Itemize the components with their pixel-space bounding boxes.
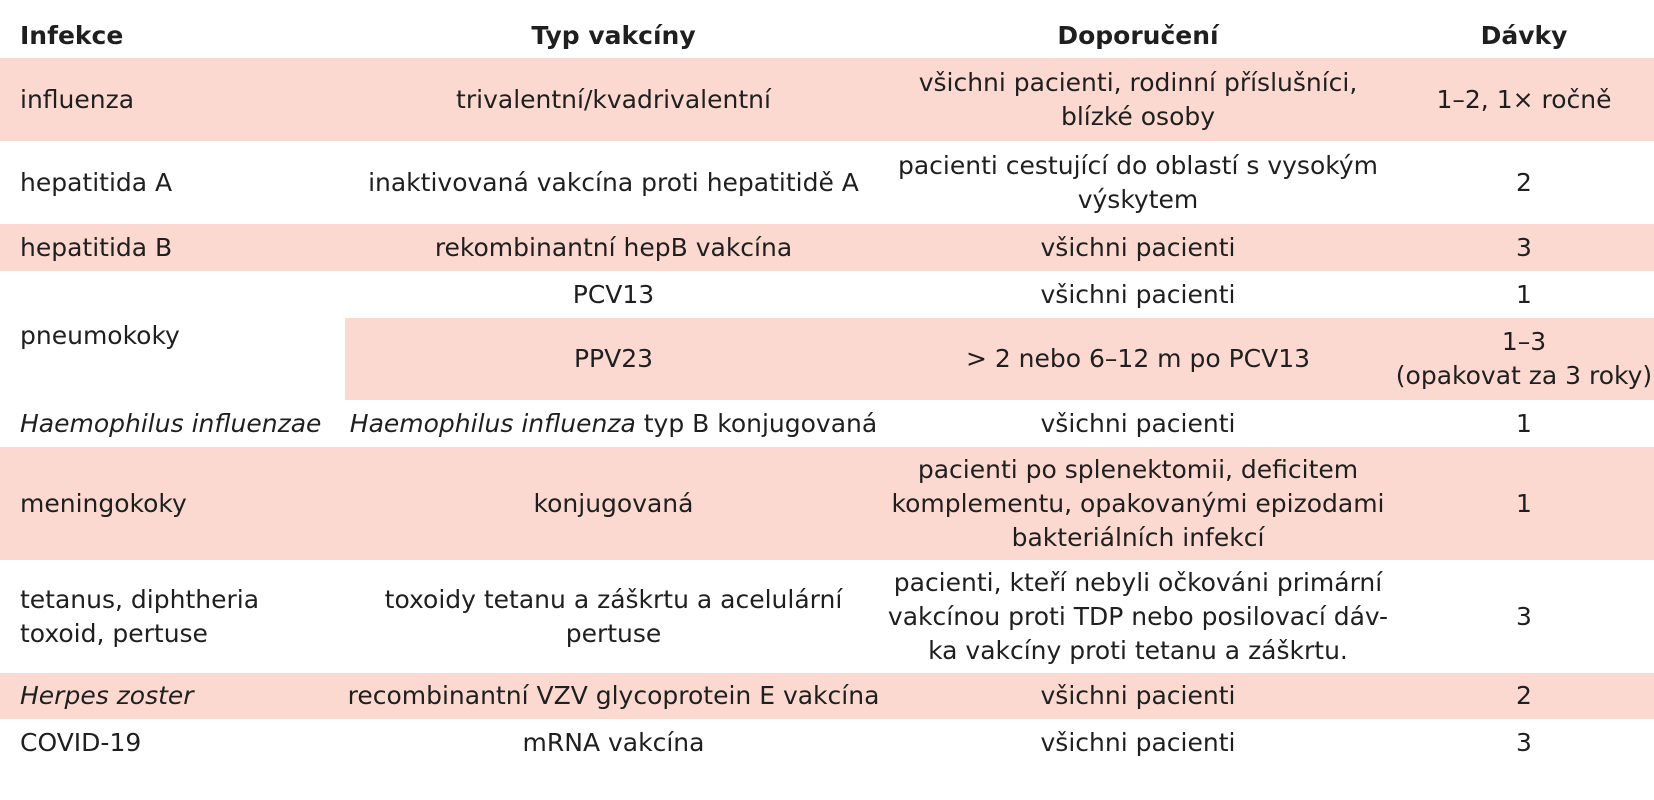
cell-infekce: [0, 560, 345, 673]
cell-doporuceni: [882, 560, 1394, 673]
cell-davky: 2: [1394, 673, 1654, 719]
doporuceni-line: bakteriálních infekcí: [1011, 522, 1265, 552]
typ-rest: typ B konjugovaná: [635, 408, 878, 438]
typ-line: pertuse: [565, 618, 662, 648]
table-row-haemophilus: [0, 400, 1654, 447]
header-infekce: Infekce: [20, 21, 124, 50]
cell-infekce: pneumokoky: [0, 271, 345, 400]
cell-doporuceni: všichni pacienti: [882, 224, 1394, 271]
table-row-covid: [0, 719, 1654, 767]
cell-doporuceni: všichni pacienti: [882, 673, 1394, 719]
cell-doporuceni: > 2 nebo 6–12 m po PCV13: [882, 318, 1394, 400]
cell-doporuceni: všichni pacienti: [1040, 279, 1236, 309]
cell-doporuceni: [882, 58, 1394, 141]
cell-davky: 1: [1516, 408, 1532, 438]
table-row-influenza: [0, 58, 1654, 141]
cell-typ: mRNA vakcína: [522, 728, 705, 757]
cell-typ: recombinantní VZV glycoprotein E vakcína: [345, 673, 882, 719]
doporuceni-line: pacienti po splenektomii, deficitem: [917, 454, 1359, 484]
cell-davky: 1–2, 1× ročně: [1394, 58, 1654, 141]
doporuceni-line: blízké osoby: [1060, 101, 1216, 131]
table-row-meningokoky: [0, 447, 1654, 560]
cell-doporuceni: [882, 447, 1394, 560]
header-typ-vakciny: Typ vakcíny: [531, 21, 696, 50]
davky-line: 1–3: [1501, 327, 1547, 356]
cell-typ: [345, 400, 882, 447]
doporuceni-line: ka vakcíny proti tetanu a záškrtu.: [928, 635, 1348, 665]
cell-typ: PPV23: [345, 318, 882, 400]
cell-doporuceni: všichni pacienti: [1040, 728, 1236, 757]
cell-typ: konjugovaná: [345, 447, 882, 560]
doporuceni-line: pacienti, kteří nebyli očkováni primární: [893, 567, 1383, 597]
infekce-line: toxoid, pertuse: [20, 618, 208, 648]
doporuceni-line: pacienti cestující do oblastí s vysokým: [897, 150, 1378, 180]
cell-davky: 1: [1394, 447, 1654, 560]
table-row-herpes-zoster: [0, 673, 1654, 719]
doporuceni-line: výskytem: [1077, 184, 1199, 214]
cell-typ: trivalentní/kvadrivalentní: [345, 58, 882, 141]
cell-davky: 3: [1394, 224, 1654, 271]
vaccination-table-wrapper: [0, 14, 1654, 767]
cell-typ: inaktivovaná vakcína proti hepatitidě A: [368, 167, 859, 197]
cell-typ: PCV13: [572, 279, 655, 309]
header-row: [0, 14, 1654, 58]
table-row-hepatitida-b: [0, 224, 1654, 271]
cell-davky: 2: [1516, 167, 1532, 197]
doporuceni-line: komplementu, opakovanými epizodami: [891, 488, 1385, 518]
cell-typ: rekombinantní hepB vakcína: [345, 224, 882, 271]
cell-davky: [1394, 318, 1654, 400]
cell-doporuceni: [882, 141, 1394, 224]
doporuceni-line: všichni pacienti, rodinní příslušníci,: [918, 67, 1358, 97]
vaccination-table: [0, 14, 1654, 767]
cell-davky: 3: [1516, 728, 1532, 757]
cell-infekce: Herpes zoster: [0, 673, 345, 719]
header-davky: Dávky: [1480, 21, 1568, 50]
cell-infekce: hepatitida A: [20, 167, 173, 197]
doporuceni-line: vakcínou proti TDP nebo posilovací dáv-: [887, 601, 1389, 631]
table-row-pneumokoky-pcv13: [0, 271, 1654, 318]
cell-typ: [345, 560, 882, 673]
typ-line: toxoidy tetanu a záškrtu a acelulární: [384, 584, 843, 614]
infekce-line: tetanus, diphtheria: [20, 584, 260, 614]
cell-infekce: meningokoky: [0, 447, 345, 560]
cell-infekce: hepatitida B: [0, 224, 345, 271]
header-doporuceni: Doporučení: [1057, 21, 1219, 50]
davky-line: (opakovat za 3 roky): [1395, 361, 1653, 390]
typ-italic: Haemophilus influenza: [349, 408, 636, 438]
table-row-tetanus: [0, 560, 1654, 673]
cell-infekce: influenza: [0, 58, 345, 141]
cell-davky: 3: [1516, 601, 1532, 631]
table-row-hepatitida-a: [0, 141, 1654, 224]
cell-infekce: COVID-19: [20, 728, 142, 757]
cell-infekce: Haemophilus influenzae: [20, 408, 322, 438]
cell-doporuceni: všichni pacienti: [1040, 408, 1236, 438]
cell-davky: 1: [1516, 279, 1532, 309]
